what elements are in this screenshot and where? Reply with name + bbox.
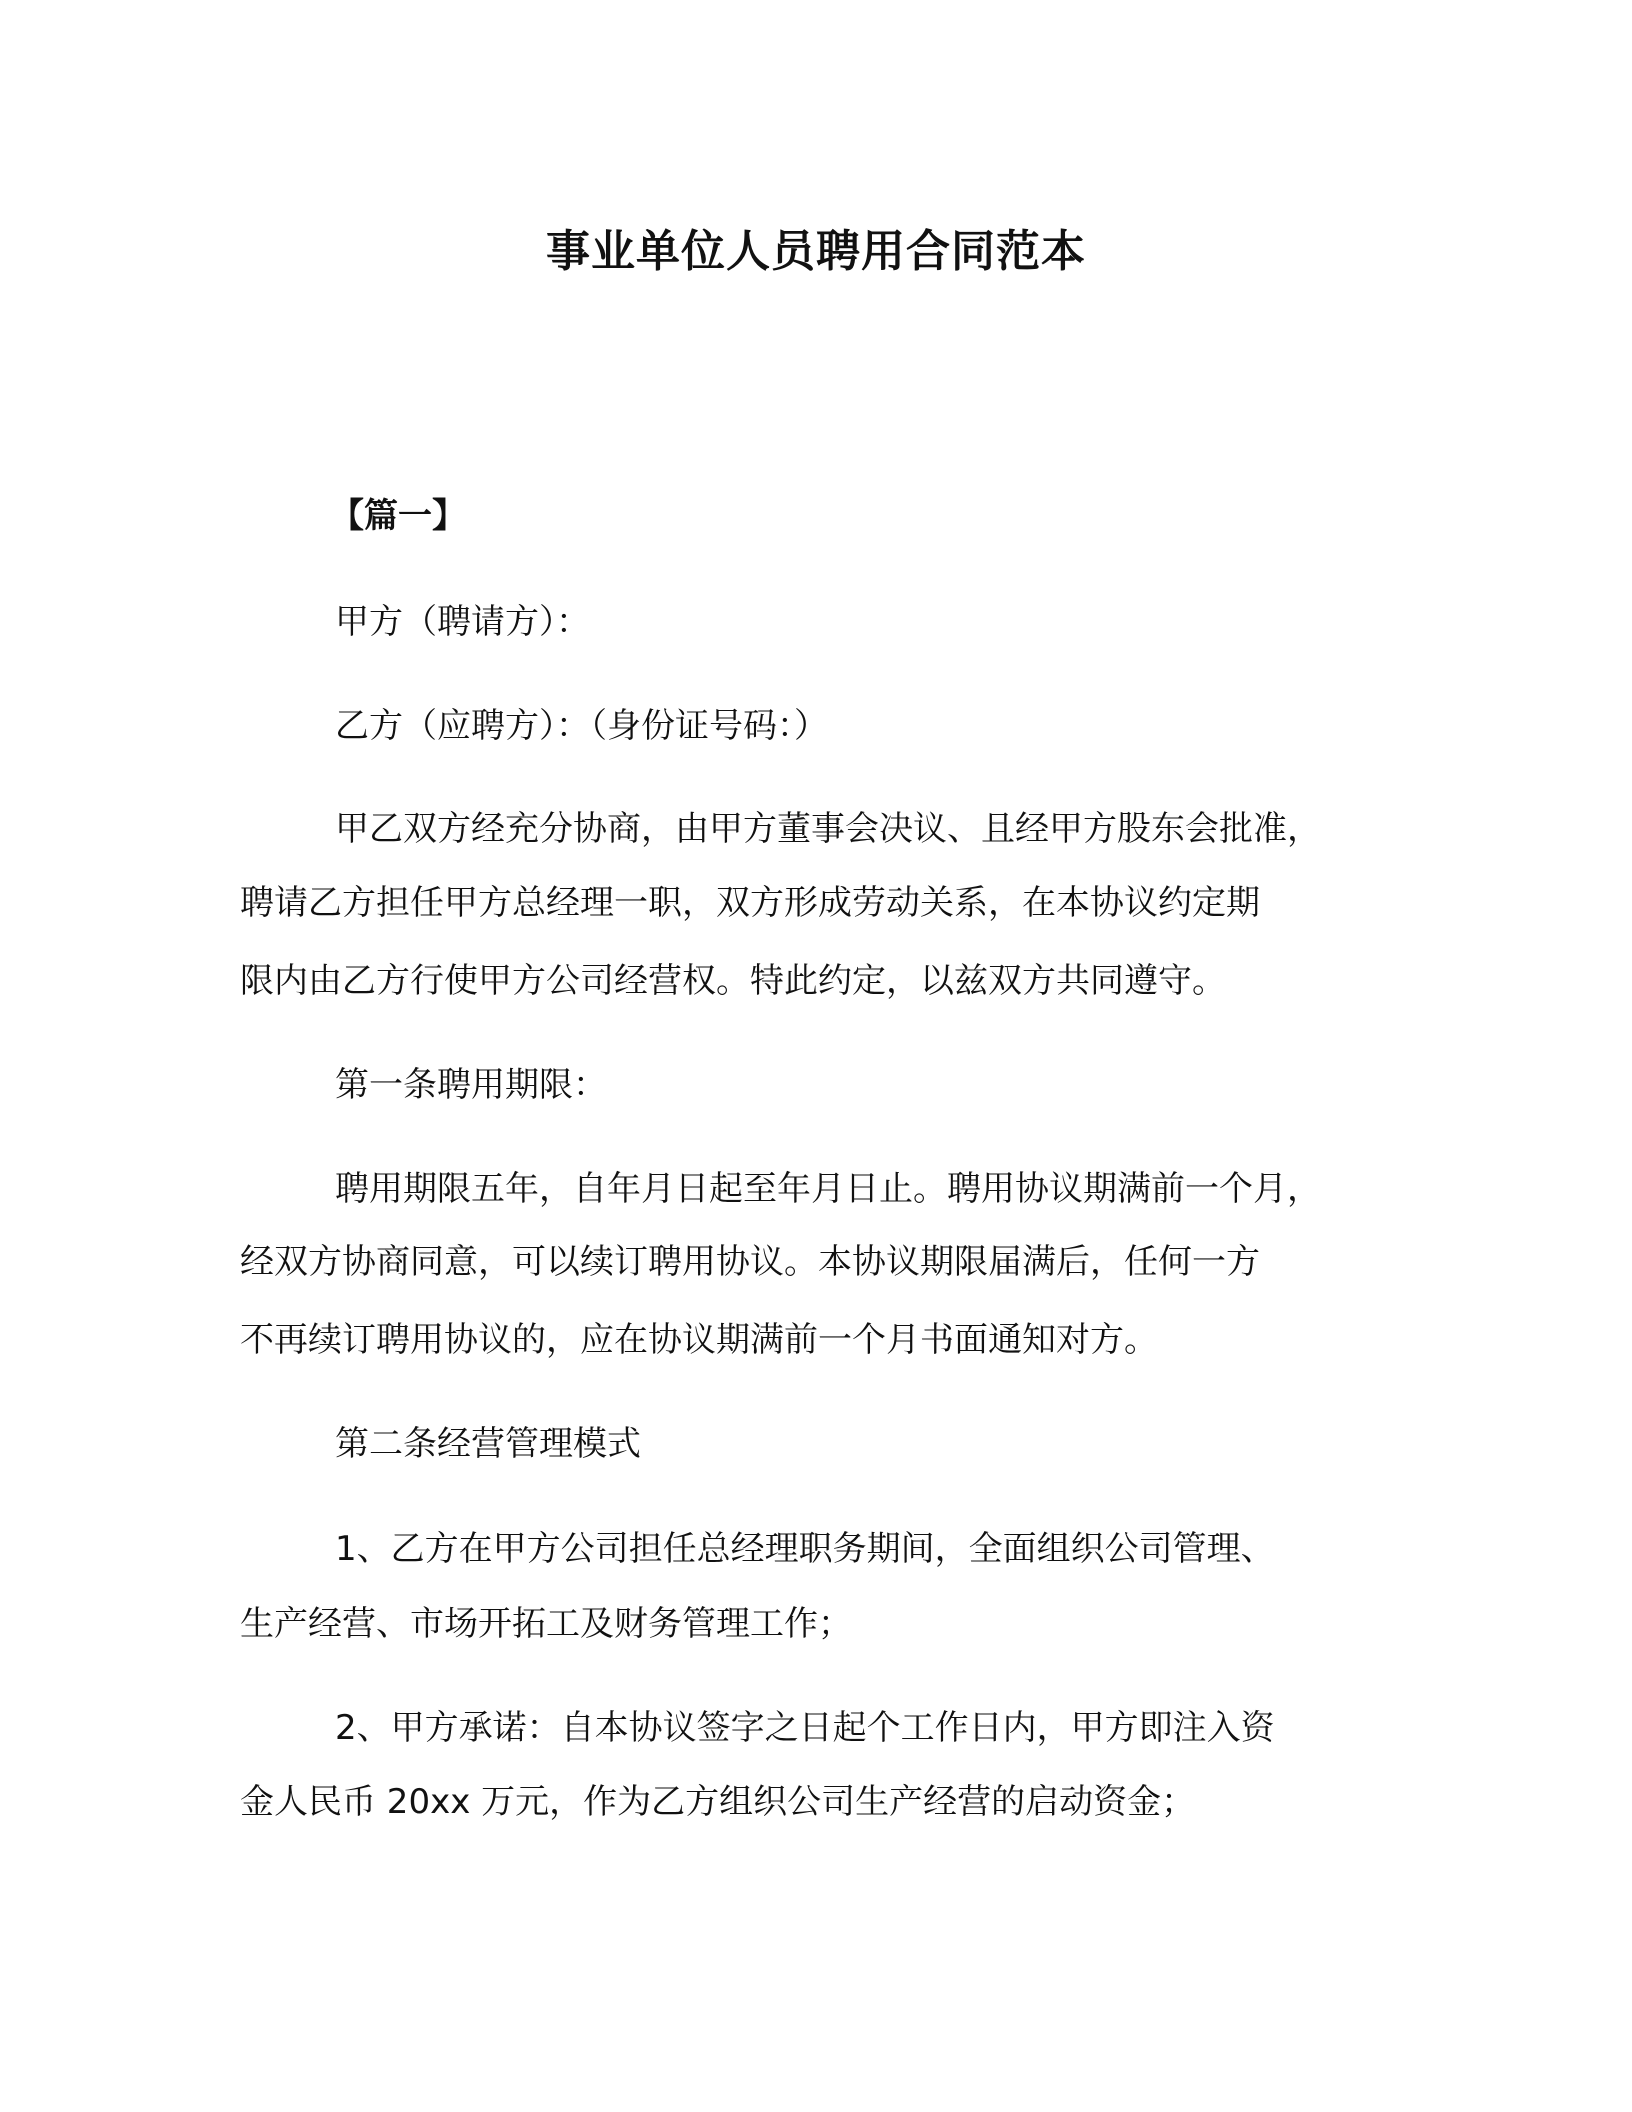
intro-line-1: 甲乙双方经充分协商，由甲方董事会决议、且经甲方股东会批准， [335,809,1321,849]
section-label: 【篇一】 [330,496,466,536]
article1-line-2: 经双方协商同意，可以续订聘用协议。本协议期限届满后，任何一方 [240,1242,1260,1282]
document-title: 事业单位人员聘用合同范本 [546,226,1086,277]
article2-item1-line-2: 生产经营、市场开拓工及财务管理工作； [240,1604,852,1644]
article1-line-3: 不再续订聘用协议的，应在协议期满前一个月书面通知对方。 [240,1320,1158,1360]
intro-line-3: 限内由乙方行使甲方公司经营权。特此约定，以兹双方共同遵守。 [240,961,1226,1001]
intro-line-2: 聘请乙方担任甲方总经理一职，双方形成劳动关系，在本协议约定期 [240,883,1260,923]
article1-line-1: 聘用期限五年，自年月日起至年月日止。聘用协议期满前一个月， [335,1169,1321,1209]
article2-item2-line-2: 金人民币 20xx 万元，作为乙方组织公司生产经营的启动资金； [240,1782,1196,1822]
article2-heading: 第二条经营管理模式 [335,1424,641,1464]
article2-item2-line-1: 2、甲方承诺：自本协议签字之日起个工作日内，甲方即注入资 [335,1708,1275,1748]
party-a-line: 甲方（聘请方）： [335,602,590,642]
article1-heading: 第一条聘用期限： [335,1065,607,1105]
party-b-line: 乙方（应聘方）：（身份证号码：） [335,706,828,746]
article2-item1-line-1: 1、乙方在甲方公司担任总经理职务期间，全面组织公司管理、 [335,1529,1275,1569]
